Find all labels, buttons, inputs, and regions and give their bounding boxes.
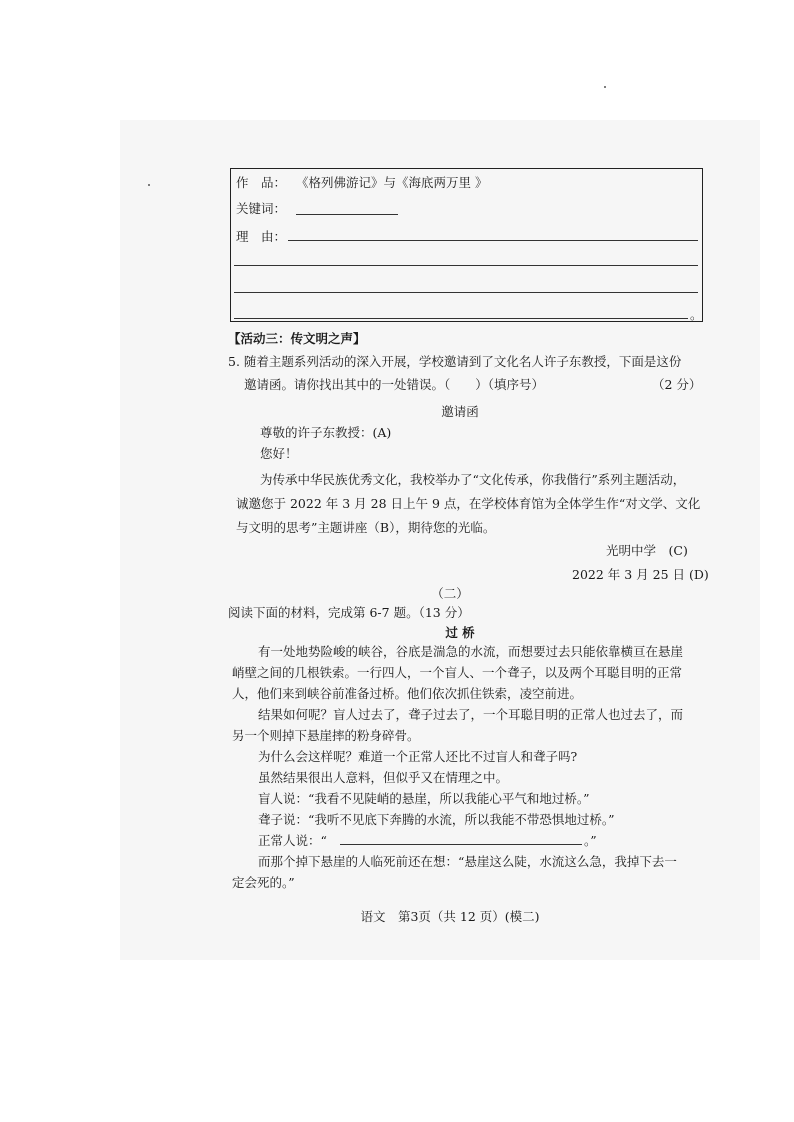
passage-line: 另一个则掉下悬崖摔的粉身碎骨。 (232, 728, 420, 743)
reason-label: 理 由： (236, 229, 287, 244)
q5-line1: 5. 随着主题系列活动的深入开展，学校邀请到了文化名人许子东教授，下面是这份 (228, 354, 682, 369)
passage-line: 虽然结果很出人意料，但似乎又在情理之中。 (258, 770, 509, 785)
passage-line: 人，他们来到峡谷前准备过桥。他们依次抓住铁索，凌空前进。 (232, 686, 583, 701)
letter-body-line3: 与文明的思考”主题讲座（B），期待您的光临。 (236, 520, 496, 535)
letter-body-line2: 诚邀您于 2022 年 3 月 28 日上午 9 点，在学校体育馆为全体学生作“对文学、文化 (236, 496, 701, 511)
reason-blank-line-2[interactable] (234, 265, 698, 266)
scan-speck (148, 184, 150, 186)
passage-title: 过 桥 (445, 625, 475, 640)
letter-greeting: 您好！ (260, 446, 298, 461)
q5-line2: 邀请函。请你找出其中的一处错误。（ ）（填序号） (244, 377, 545, 392)
keyword-label: 关键词： (236, 201, 287, 216)
work-value: 《格列佛游记》与《海底两万里 》 (296, 175, 488, 190)
letter-salutation: 尊敬的许子东教授：(A) (260, 425, 392, 440)
reason-blank-line-1[interactable] (288, 240, 698, 241)
letter-date: 2022 年 3 月 25 日 (D) (572, 567, 709, 582)
reason-blank-line-4[interactable] (234, 318, 688, 319)
passage-line: 盲人说：“我看不见陡峭的悬崖，所以我能心平气和地过桥。” (258, 791, 590, 806)
letter-body-line1: 为传承中华民族优秀文化，我校举办了“文化传承，你我偕行”系列主题活动， (260, 472, 686, 487)
page-footer: 语文 第3页（共 12 页）(模二) (360, 909, 540, 924)
passage-line: 而那个掉下悬崖的人临死前还在想：“悬崖这么陡，水流这么急，我掉下去一 (258, 854, 677, 869)
reason-blank-line-3[interactable] (234, 292, 698, 293)
activity-heading: 【活动三：传文明之声】 (228, 331, 366, 346)
letter-signer: 光明中学 (C) (606, 543, 688, 558)
passage-line: 结果如何呢？盲人过去了，聋子过去了，一个耳聪目明的正常人也过去了，而 (258, 707, 684, 722)
passage-line-label: 正常人说：“ (258, 833, 327, 848)
section2-instruction: 阅读下面的材料，完成第 6-7 题。（13 分） (228, 605, 470, 620)
answer-blank-line[interactable] (340, 844, 582, 845)
passage-line: 为什么会这样呢？难道一个正常人还比不过盲人和聋子吗? (258, 749, 578, 764)
work-label: 作 品： (236, 175, 287, 190)
passage-line: 聋子说：“我听不见底下奔腾的水流，所以我能不带恐惧地过桥。” (258, 812, 615, 827)
q5-score: （2 分） (652, 377, 702, 392)
passage-line: 有一处地势险峻的峡谷，谷底是湍急的水流，而想要过去只能依靠横亘在悬崖 (258, 644, 684, 659)
passage-line-end: 。” (584, 833, 597, 848)
letter-title: 邀请函 (441, 404, 479, 419)
passage-line: 定会死的。” (232, 875, 295, 890)
keyword-blank-line[interactable] (296, 214, 398, 215)
scan-speck (604, 86, 606, 88)
section2-heading: （二） (431, 586, 469, 601)
box-end-mark: 。 (690, 307, 703, 322)
passage-line: 峭壁之间的几根铁索。一行四人，一个盲人、一个聋子，以及两个耳聪目明的正常 (232, 665, 683, 680)
